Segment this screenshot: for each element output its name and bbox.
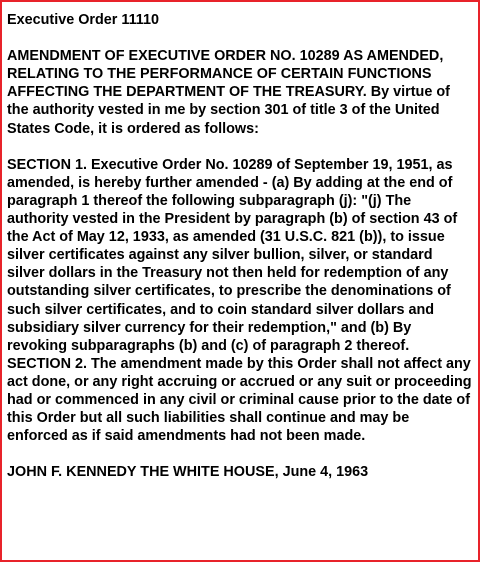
document-title: Executive Order 11110 xyxy=(7,12,160,28)
document-section-text: SECTION 1. Executive Order No. 10289 of September 19, 1951, as amended, is hereby further amended - (a) By adding at the end of paragraph 1 thereof the following subparagraph (j): "(j) The authority vested in the President by paragraph (b) of section 43 of the Act of May 12, 1933, as amended (31 U.S.C. 821 (b)), to issue silver certificates against any silver bullion, silver, or standard silver dollars in the Treasury not then held for redemption of any outstanding silver certificates, to prescribe the denominations of such silver certificates, and to coin standard silver dollars and subsidiary silver currency for their redemption," and (b) By revoking subparagraphs (b) and (c) of paragraph 2 thereof. SECTION 2. The amendment made by this Order shall not affect any act done, or any right accruing or accrued or any suit or proceeding had or commenced in any civil or criminal cause prior to the date of this Order but all such liabilities shall continue and may be enforced as if said amendments had not been made. xyxy=(7,156,472,445)
document-body xyxy=(7,11,473,481)
document-heading: AMENDMENT OF EXECUTIVE ORDER NO. 10289 AS AMENDED, RELATING TO THE PERFORMANCE OF CERTAIN FUNCTIONS AFFECTING THE DEPARTMENT OF THE TREASURY. By virtue of the authority vested in me by section 301 of title 3 of the United States Code, it is ordered as follows: xyxy=(7,48,450,137)
document-signature: JOHN F. KENNEDY THE WHITE HOUSE, June 4, 1963 xyxy=(7,464,369,481)
